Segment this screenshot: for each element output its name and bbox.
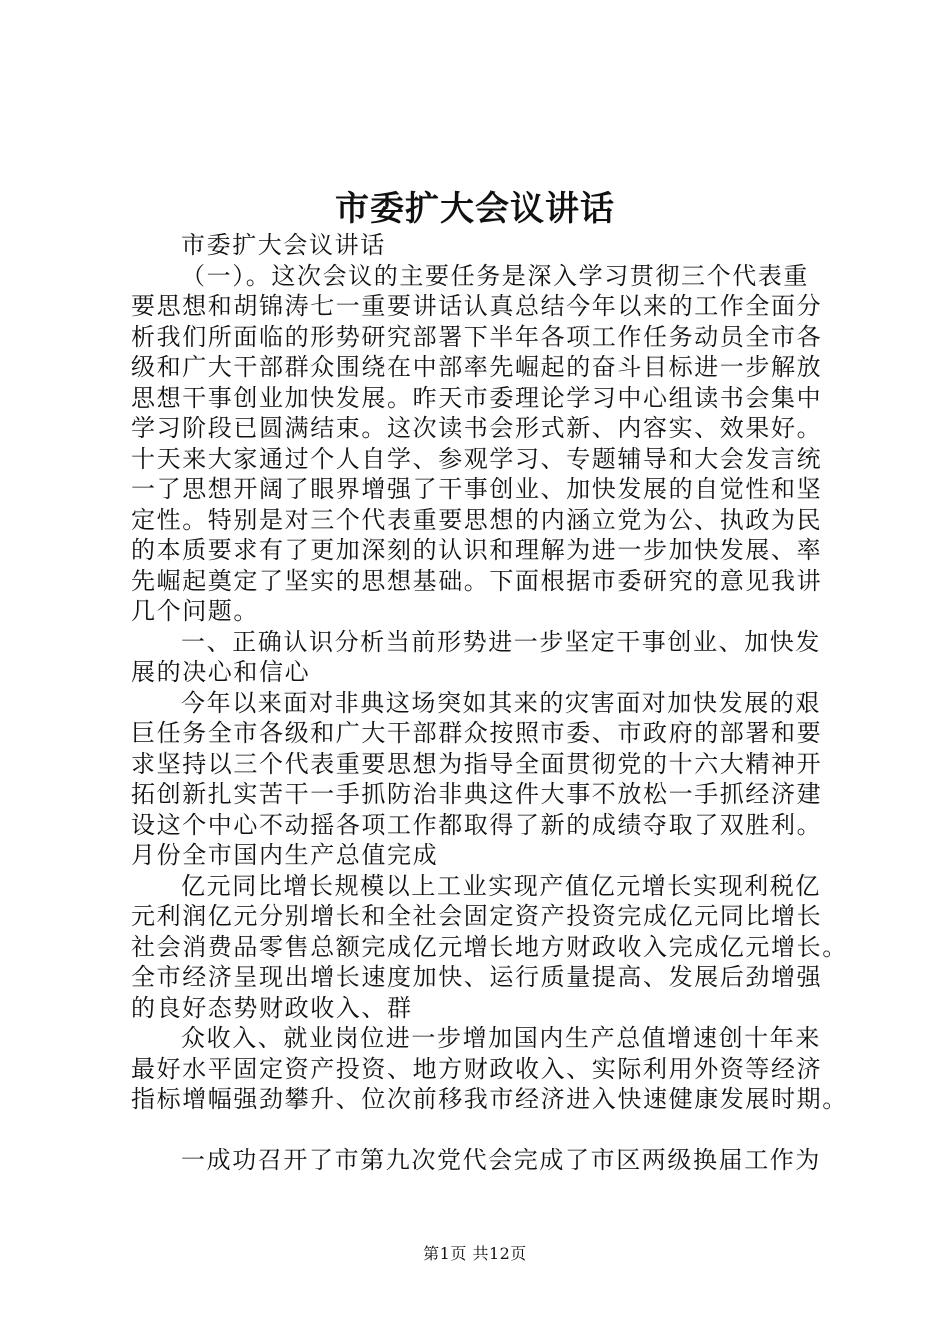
text-line: 学习阶段已圆满结束。这次读书会形式新、内容实、效果好。 (131, 414, 823, 442)
text-line: 思想干事创业加快发展。昨天市委理论学习中心组读书会集中 (131, 383, 823, 412)
document-title: 市委扩大会议讲话 (335, 189, 615, 229)
text-line: 社会消费品零售总额完成亿元增长地方财政收入完成亿元增长。 (131, 932, 848, 961)
text-line: 要思想和胡锦涛七一重要讲话认真总结今年以来的工作全面分 (131, 292, 823, 320)
text-line: 众收入、就业岗位进一步增加国内生产总值增速创十年来 (181, 1024, 821, 1052)
text-line: 拓创新扎实苦干一手抓防治非典这件大事不放松一手抓经济建 (131, 780, 823, 808)
text-line: 十天来大家通过个人自学、参观学习、专题辅导和大会发言统 (131, 444, 823, 473)
text-line: 指标增幅强劲攀升、位次前移我市经济进入快速健康发展时期。 (131, 1085, 848, 1113)
blank-line (131, 1115, 831, 1146)
text-line: 的本质要求有了更加深刻的认识和理解为进一步加快发展、率 (131, 536, 823, 564)
text-line: 求坚持以三个代表重要思想为指导全面贯彻党的十六大精神开 (131, 749, 823, 778)
text-line: 一成功召开了市第九次党代会完成了市区两级换届工作为 (181, 1146, 821, 1174)
text-line: 一了思想开阔了眼界增强了干事创业、加快发展的自觉性和坚 (131, 475, 823, 503)
text-line: 巨任务全市各级和广大干部群众按照市委、市政府的部署和要 (131, 719, 823, 747)
text-line: 元利润亿元分别增长和全社会固定资产投资完成亿元同比增长 (131, 902, 823, 930)
text-line: 定性。特别是对三个代表重要思想的内涵立党为公、执政为民 (131, 505, 823, 534)
text-line: 析我们所面临的形势研究部署下半年各项工作任务动员全市各 (131, 322, 823, 351)
text-line: 的良好态势财政收入、群 (131, 993, 413, 1022)
text-line: 月份全市国内生产总值完成 (131, 841, 439, 869)
page-footer: 第1页 共12页 (423, 1244, 527, 1263)
text-line: 设这个中心不动摇各项工作都取得了新的成绩夺取了双胜利。 (131, 810, 823, 839)
text-line: 最好水平固定资产投资、地方财政收入、实际利用外资等经济 (131, 1054, 823, 1083)
text-line: 全市经济呈现出增长速度加快、运行质量提高、发展后劲增强 (131, 963, 823, 991)
document-body (131, 230, 848, 1176)
text-line: 一、正确认识分析当前形势进一步坚定干事创业、加快发 (181, 627, 821, 656)
text-line: 几个问题。 (131, 597, 259, 625)
text-line: 今年以来面对非典这场突如其来的灾害面对加快发展的艰 (181, 688, 821, 717)
text-line: 市委扩大会议讲话 (181, 231, 386, 259)
text-line: 亿元同比增长规模以上工业实现产值亿元增长实现利税亿 (181, 871, 821, 900)
text-line: 展的决心和信心 (131, 658, 311, 686)
text-line: 先崛起奠定了坚实的思想基础。下面根据市委研究的意见我讲 (131, 566, 823, 595)
text-line: 级和广大干部群众围绕在中部率先崛起的奋斗目标进一步解放 (131, 353, 823, 381)
text-line: （一）。这次会议的主要任务是深入学习贯彻三个代表重 (181, 261, 809, 290)
